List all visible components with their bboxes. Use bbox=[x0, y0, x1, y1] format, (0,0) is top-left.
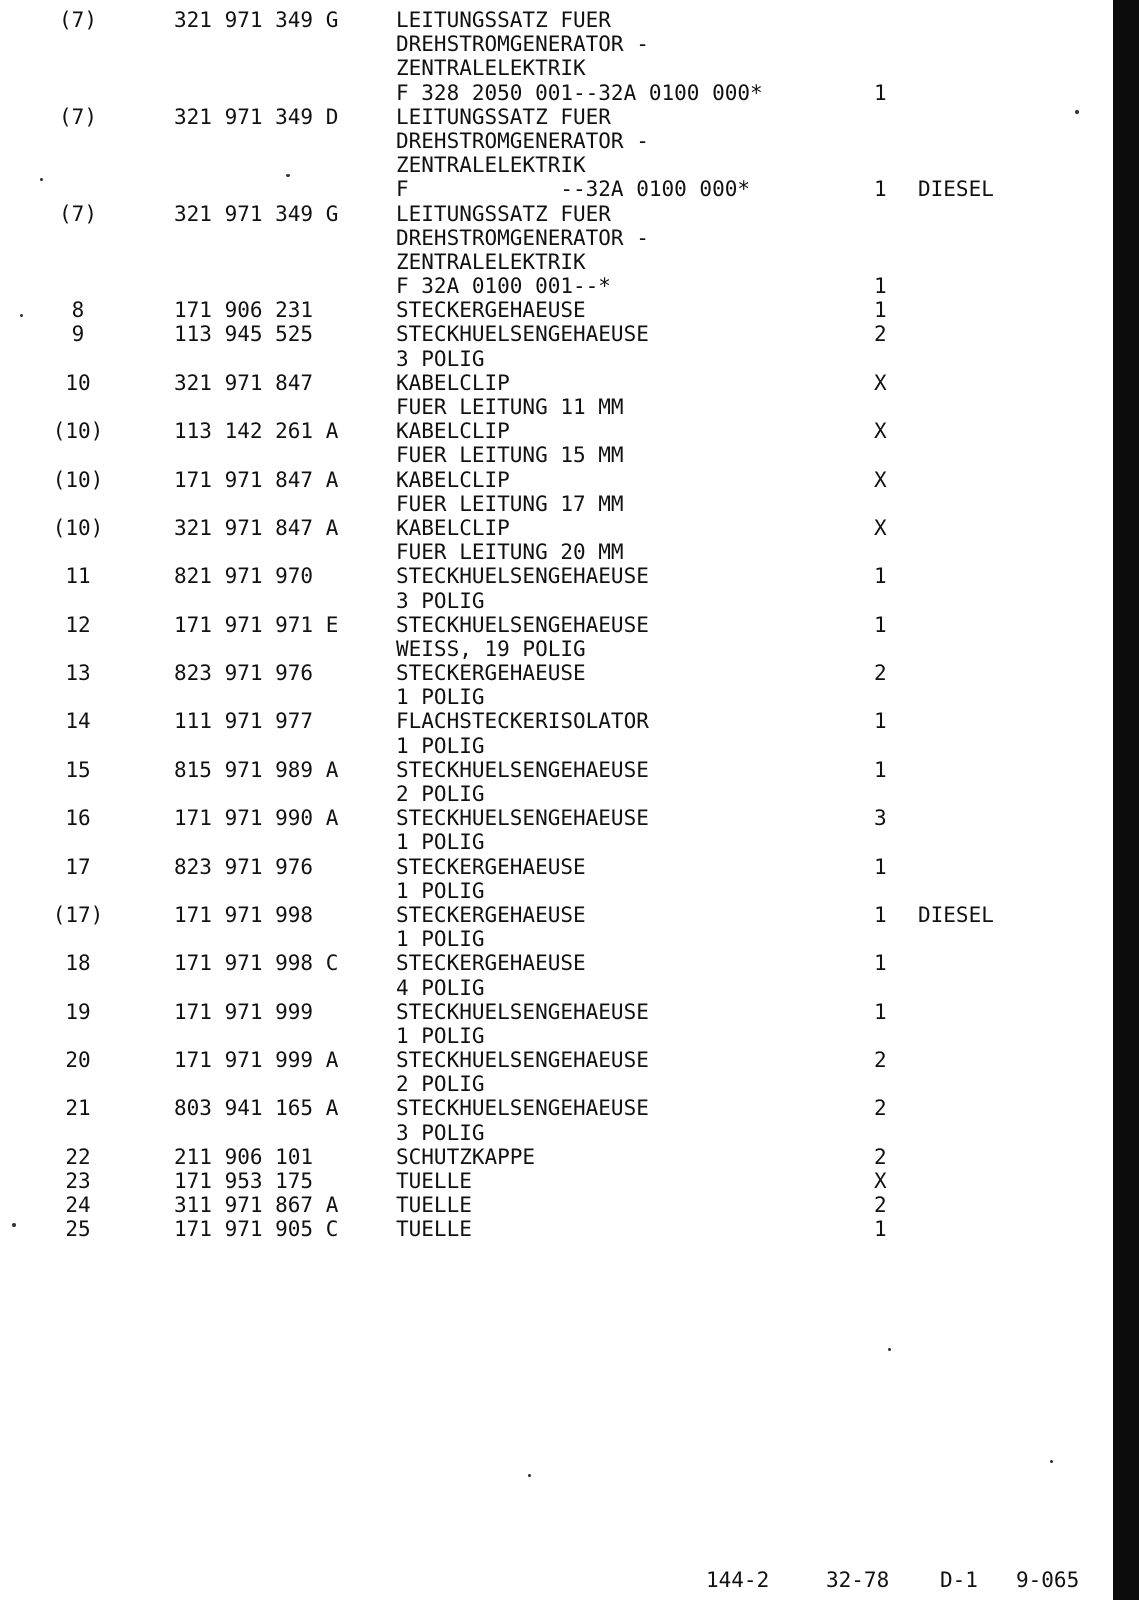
row-part-number: 823 971 976 bbox=[174, 661, 314, 686]
row-description: 1 POLIG bbox=[396, 878, 485, 903]
table-row bbox=[0, 298, 1112, 322]
table-row bbox=[0, 540, 1112, 564]
row-description: FUER LEITUNG 20 MM bbox=[396, 540, 624, 565]
table-row bbox=[0, 589, 1112, 613]
table-row bbox=[0, 56, 1112, 80]
table-row bbox=[0, 395, 1112, 419]
row-description: DREHSTROMGENERATOR - bbox=[396, 32, 649, 57]
row-description: DREHSTROMGENERATOR - bbox=[396, 225, 649, 250]
row-pos: 11 bbox=[65, 564, 91, 589]
row-description: SCHUTZKAPPE bbox=[396, 1144, 536, 1169]
row-quantity: X bbox=[874, 419, 887, 444]
row-part-number: 321 971 349 D bbox=[174, 104, 339, 129]
table-row bbox=[0, 1169, 1112, 1193]
table-row bbox=[0, 758, 1112, 782]
table-row bbox=[0, 1096, 1112, 1120]
table-row bbox=[0, 8, 1112, 32]
row-description: TUELLE bbox=[396, 1217, 472, 1242]
table-row bbox=[0, 1024, 1112, 1048]
table-row bbox=[0, 613, 1112, 637]
row-part-number: 311 971 867 A bbox=[174, 1193, 339, 1218]
row-description: LEITUNGSSATZ FUER bbox=[396, 201, 611, 226]
table-row bbox=[0, 1217, 1112, 1241]
row-description: FUER LEITUNG 17 MM bbox=[396, 491, 624, 516]
table-row bbox=[0, 322, 1112, 346]
row-description: 1 POLIG bbox=[396, 1023, 485, 1048]
row-description: 3 POLIG bbox=[396, 346, 485, 371]
table-row bbox=[0, 976, 1112, 1000]
row-description: STECKHUELSENGEHAEUSE bbox=[396, 999, 649, 1024]
table-row bbox=[0, 564, 1112, 588]
row-quantity: 2 bbox=[874, 1096, 887, 1121]
scan-speck bbox=[40, 178, 43, 181]
row-description: KABELCLIP bbox=[396, 370, 510, 395]
table-row bbox=[0, 492, 1112, 516]
row-quantity: 1 bbox=[874, 999, 887, 1024]
row-quantity: 2 bbox=[874, 1193, 887, 1218]
row-description: STECKHUELSENGEHAEUSE bbox=[396, 1096, 649, 1121]
row-description: STECKHUELSENGEHAEUSE bbox=[396, 564, 649, 589]
row-pos: 19 bbox=[65, 999, 91, 1024]
row-description: 3 POLIG bbox=[396, 588, 485, 613]
row-pos: 24 bbox=[65, 1193, 91, 1218]
table-row bbox=[0, 226, 1112, 250]
row-pos: (7) bbox=[59, 8, 97, 32]
row-quantity: 1 bbox=[874, 80, 887, 105]
row-part-number: 113 142 261 A bbox=[174, 419, 339, 444]
row-quantity: 1 bbox=[874, 274, 887, 299]
row-description: ZENTRALELEKTRIK bbox=[396, 153, 586, 178]
row-part-number: 321 971 349 G bbox=[174, 201, 339, 226]
row-description: FUER LEITUNG 11 MM bbox=[396, 395, 624, 419]
row-description: F 328 2050 001--32A 0100 000* bbox=[396, 80, 763, 105]
row-description: LEITUNGSSATZ FUER bbox=[396, 8, 611, 32]
row-quantity: 1 bbox=[874, 951, 887, 976]
row-description: ZENTRALELEKTRIK bbox=[396, 56, 586, 81]
row-pos: 9 bbox=[71, 322, 85, 347]
table-row bbox=[0, 274, 1112, 298]
row-description: STECKHUELSENGEHAEUSE bbox=[396, 322, 649, 347]
table-row bbox=[0, 782, 1112, 806]
row-description: STECKERGEHAEUSE bbox=[396, 902, 586, 927]
table-row bbox=[0, 685, 1112, 709]
table-row bbox=[0, 371, 1112, 395]
row-part-number: 321 971 847 bbox=[174, 370, 314, 395]
row-quantity: 1 bbox=[874, 564, 887, 589]
row-description: 4 POLIG bbox=[396, 975, 485, 1000]
row-part-number: 823 971 976 bbox=[174, 854, 314, 879]
row-description: STECKERGEHAEUSE bbox=[396, 661, 586, 686]
row-description: 1 POLIG bbox=[396, 830, 485, 855]
row-quantity: X bbox=[874, 1169, 887, 1193]
row-part-number: 171 971 905 C bbox=[174, 1217, 339, 1242]
row-pos: 16 bbox=[65, 806, 91, 831]
row-description: STECKHUELSENGEHAEUSE bbox=[396, 806, 649, 831]
row-part-number: 171 971 999 bbox=[174, 999, 314, 1024]
row-description: DREHSTROMGENERATOR - bbox=[396, 128, 649, 153]
row-quantity: 1 bbox=[874, 854, 887, 879]
table-row bbox=[0, 855, 1112, 879]
table-row bbox=[0, 1000, 1112, 1024]
row-description: F --32A 0100 000* bbox=[396, 177, 751, 202]
table-row bbox=[0, 105, 1112, 129]
row-pos: 8 bbox=[71, 298, 85, 323]
scan-speck bbox=[12, 1223, 16, 1227]
row-pos: (10) bbox=[52, 515, 104, 540]
row-pos: 17 bbox=[65, 854, 91, 879]
row-quantity: 1 bbox=[874, 177, 887, 202]
table-row bbox=[0, 443, 1112, 467]
row-description: 1 POLIG bbox=[396, 733, 485, 758]
table-row bbox=[0, 637, 1112, 661]
table-row bbox=[0, 129, 1112, 153]
row-pos: 23 bbox=[65, 1169, 91, 1193]
row-description: LEITUNGSSATZ FUER bbox=[396, 104, 611, 129]
row-pos: 13 bbox=[65, 661, 91, 686]
row-pos: 10 bbox=[65, 370, 91, 395]
row-quantity: 1 bbox=[874, 612, 887, 637]
row-description: STECKHUELSENGEHAEUSE bbox=[396, 612, 649, 637]
row-description: STECKERGEHAEUSE bbox=[396, 298, 586, 323]
table-row bbox=[0, 250, 1112, 274]
row-part-number: 171 971 998 C bbox=[174, 951, 339, 976]
row-part-number: 171 971 847 A bbox=[174, 467, 339, 492]
footer-ref-4: 9-065 bbox=[1016, 1568, 1080, 1592]
row-pos: 25 bbox=[65, 1217, 91, 1242]
row-quantity: 2 bbox=[874, 661, 887, 686]
table-row bbox=[0, 202, 1112, 226]
row-quantity: 2 bbox=[874, 1048, 887, 1073]
row-pos: (10) bbox=[52, 419, 104, 444]
table-row bbox=[0, 177, 1112, 201]
row-description: KABELCLIP bbox=[396, 467, 510, 492]
row-quantity: X bbox=[874, 467, 887, 492]
row-description: ZENTRALELEKTRIK bbox=[396, 249, 586, 274]
row-description: 2 POLIG bbox=[396, 782, 485, 806]
row-description: F 32A 0100 001--* bbox=[396, 274, 611, 299]
scan-speck bbox=[888, 1348, 891, 1351]
table-row bbox=[0, 879, 1112, 903]
row-pos: 12 bbox=[65, 612, 91, 637]
row-quantity: X bbox=[874, 370, 887, 395]
table-row bbox=[0, 153, 1112, 177]
row-remark: DIESEL bbox=[918, 177, 994, 202]
table-row bbox=[0, 709, 1112, 733]
row-pos: (7) bbox=[59, 201, 97, 226]
row-description: STECKHUELSENGEHAEUSE bbox=[396, 1048, 649, 1073]
table-row bbox=[0, 516, 1112, 540]
row-part-number: 113 945 525 bbox=[174, 322, 314, 347]
row-part-number: 171 971 971 E bbox=[174, 612, 339, 637]
row-quantity: 3 bbox=[874, 806, 887, 831]
table-row bbox=[0, 951, 1112, 975]
row-part-number: 171 971 998 bbox=[174, 902, 314, 927]
table-row bbox=[0, 1048, 1112, 1072]
row-description: 1 POLIG bbox=[396, 685, 485, 710]
row-part-number: 815 971 989 A bbox=[174, 757, 339, 782]
row-part-number: 171 971 999 A bbox=[174, 1048, 339, 1073]
row-part-number: 321 971 349 G bbox=[174, 8, 339, 32]
row-description: TUELLE bbox=[396, 1169, 472, 1193]
table-row bbox=[0, 1193, 1112, 1217]
table-row bbox=[0, 32, 1112, 56]
row-pos: (10) bbox=[52, 467, 104, 492]
row-remark: DIESEL bbox=[918, 902, 994, 927]
row-pos: 21 bbox=[65, 1096, 91, 1121]
table-row bbox=[0, 806, 1112, 830]
row-description: KABELCLIP bbox=[396, 515, 510, 540]
row-part-number: 803 941 165 A bbox=[174, 1096, 339, 1121]
row-description: STECKERGEHAEUSE bbox=[396, 951, 586, 976]
row-quantity: 2 bbox=[874, 1144, 887, 1169]
row-description: 3 POLIG bbox=[396, 1120, 485, 1145]
row-pos: 14 bbox=[65, 709, 91, 734]
scan-speck bbox=[286, 174, 290, 177]
row-part-number: 171 971 990 A bbox=[174, 806, 339, 831]
row-part-number: 211 906 101 bbox=[174, 1144, 314, 1169]
row-pos: 18 bbox=[65, 951, 91, 976]
row-pos: 22 bbox=[65, 1144, 91, 1169]
row-pos: (7) bbox=[59, 104, 97, 129]
row-description: FLACHSTECKERISOLATOR bbox=[396, 709, 649, 734]
table-row bbox=[0, 468, 1112, 492]
row-description: WEISS, 19 POLIG bbox=[396, 636, 586, 661]
table-row bbox=[0, 1121, 1112, 1145]
scan-edge-shadow bbox=[1113, 0, 1139, 1600]
table-row bbox=[0, 927, 1112, 951]
row-description: TUELLE bbox=[396, 1193, 472, 1218]
row-part-number: 171 953 175 bbox=[174, 1169, 314, 1193]
row-description: 1 POLIG bbox=[396, 927, 485, 952]
row-quantity: 1 bbox=[874, 902, 887, 927]
scan-speck bbox=[1050, 1460, 1053, 1463]
row-quantity: 1 bbox=[874, 757, 887, 782]
row-quantity: 1 bbox=[874, 1217, 887, 1242]
row-quantity: 2 bbox=[874, 322, 887, 347]
row-description: KABELCLIP bbox=[396, 419, 510, 444]
row-part-number: 171 906 231 bbox=[174, 298, 314, 323]
row-quantity: 1 bbox=[874, 709, 887, 734]
table-row bbox=[0, 903, 1112, 927]
parts-list bbox=[0, 8, 1112, 1242]
scan-speck bbox=[20, 314, 23, 317]
table-row bbox=[0, 419, 1112, 443]
table-row bbox=[0, 734, 1112, 758]
row-quantity: X bbox=[874, 515, 887, 540]
row-description: STECKERGEHAEUSE bbox=[396, 854, 586, 879]
table-row bbox=[0, 81, 1112, 105]
footer-ref-2: 32-78 bbox=[826, 1568, 890, 1592]
table-row bbox=[0, 347, 1112, 371]
table-row bbox=[0, 830, 1112, 854]
footer-ref-1: 144-2 bbox=[706, 1568, 770, 1592]
table-row bbox=[0, 661, 1112, 685]
row-part-number: 321 971 847 A bbox=[174, 515, 339, 540]
table-row bbox=[0, 1072, 1112, 1096]
row-pos: 15 bbox=[65, 757, 91, 782]
row-pos: (17) bbox=[52, 902, 104, 927]
scan-speck bbox=[1075, 110, 1079, 114]
scan-speck bbox=[528, 1474, 531, 1477]
table-row bbox=[0, 1145, 1112, 1169]
row-quantity: 1 bbox=[874, 298, 887, 323]
row-description: FUER LEITUNG 15 MM bbox=[396, 443, 624, 468]
row-description: 2 POLIG bbox=[396, 1072, 485, 1097]
row-part-number: 821 971 970 bbox=[174, 564, 314, 589]
footer-ref-3: D-1 bbox=[940, 1568, 978, 1592]
row-description: STECKHUELSENGEHAEUSE bbox=[396, 757, 649, 782]
row-pos: 20 bbox=[65, 1048, 91, 1073]
row-part-number: 111 971 977 bbox=[174, 709, 314, 734]
